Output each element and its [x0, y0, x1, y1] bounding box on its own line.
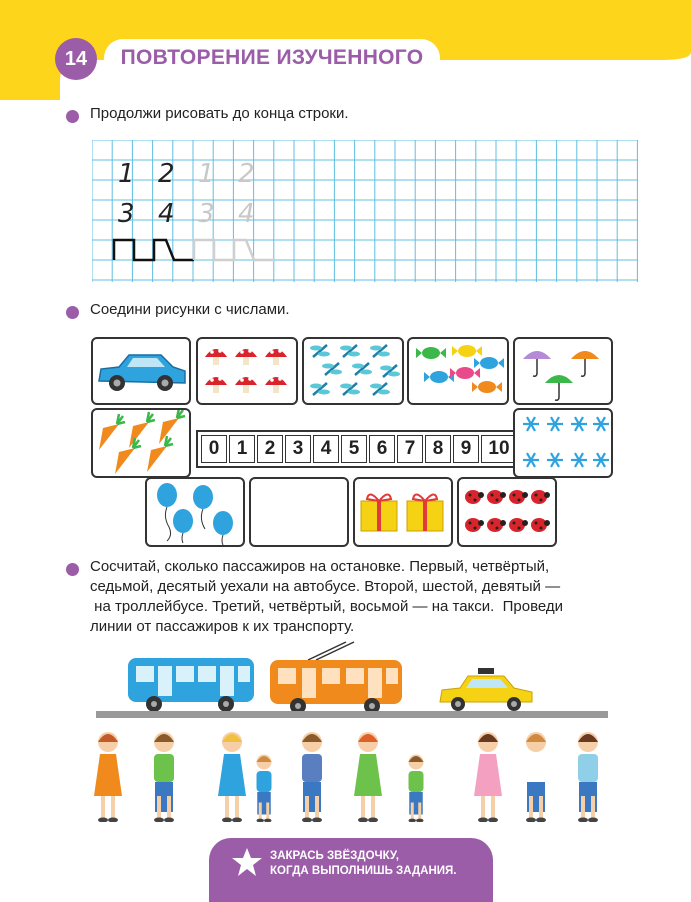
row1-digit-4: 2 — [238, 159, 255, 189]
task2-instruction: Соедини рисунки с числами. — [90, 301, 290, 318]
snowflakes-icon — [515, 410, 611, 476]
taxi-icon[interactable] — [436, 666, 536, 714]
gifts-icon — [355, 479, 451, 545]
page-title-box — [104, 39, 440, 77]
row1-digit-1: 1 — [118, 159, 135, 189]
mushrooms-icon — [198, 339, 296, 403]
bus-icon[interactable] — [126, 654, 258, 714]
drawing-grid[interactable] — [92, 140, 638, 282]
footer-line-1: ЗАКРАСЬ ЗВЁЗДОЧКУ, — [270, 850, 399, 862]
star-icon[interactable] — [231, 846, 263, 878]
number-1[interactable]: 1 — [229, 435, 255, 463]
task3-line-2: седьмой, десятый уехали на автобусе. Второй, шестой, девятый — — [90, 578, 561, 595]
number-10[interactable]: 10 — [481, 435, 517, 463]
task3-line-3: на троллейбусе. Третий, четвёртый, восьмой — на такси. Проведи — [90, 598, 564, 615]
row1-digit-2: 2 — [158, 159, 175, 189]
trolleybus-icon[interactable] — [268, 640, 406, 716]
number-8[interactable]: 8 — [425, 435, 451, 463]
page-title: ПОВТОРЕНИЕ ИЗУЧЕННОГО — [120, 46, 424, 69]
picture-dragonflies[interactable] — [302, 337, 404, 405]
number-7[interactable]: 7 — [397, 435, 423, 463]
page-number-badge — [55, 38, 97, 80]
carrots-icon — [93, 410, 189, 476]
picture-gifts[interactable] — [353, 477, 453, 547]
picture-car[interactable] — [91, 337, 191, 405]
picture-umbrellas[interactable] — [513, 337, 613, 405]
umbrellas-icon — [515, 339, 611, 403]
row2-digit-2: 4 — [158, 199, 175, 229]
picture-empty[interactable] — [249, 477, 349, 547]
picture-mushrooms[interactable] — [196, 337, 298, 405]
passengers — [86, 722, 616, 822]
ladybugs-icon — [459, 479, 555, 545]
candies-icon — [409, 339, 507, 403]
balloons-icon — [147, 479, 243, 545]
number-line — [196, 430, 522, 468]
row2-digit-4: 4 — [238, 199, 255, 229]
task1-bullet — [66, 110, 79, 123]
page-number: 14 — [64, 47, 88, 70]
task3-instruction — [90, 557, 630, 637]
picture-snowflakes[interactable] — [513, 408, 613, 478]
picture-carrots[interactable] — [91, 408, 191, 478]
task3-line-4: линии от пассажиров к их транспорту. — [90, 618, 355, 635]
pattern-line — [114, 240, 194, 260]
number-5[interactable]: 5 — [341, 435, 367, 463]
number-0[interactable]: 0 — [201, 435, 227, 463]
footer-line-2: КОГДА ВЫПОЛНИШЬ ЗАДАНИЯ. — [270, 865, 457, 877]
footer-text — [270, 849, 457, 879]
task1-instruction: Продолжи рисовать до конца строки. — [90, 105, 349, 122]
number-6[interactable]: 6 — [369, 435, 395, 463]
picture-candies[interactable] — [407, 337, 509, 405]
picture-balloons[interactable] — [145, 477, 245, 547]
row1-digit-3: 1 — [198, 159, 215, 189]
task3-bullet — [66, 563, 79, 576]
row2-digit-1: 3 — [118, 199, 135, 229]
number-3[interactable]: 3 — [285, 435, 311, 463]
road — [96, 711, 608, 718]
number-9[interactable]: 9 — [453, 435, 479, 463]
picture-ladybugs[interactable] — [457, 477, 557, 547]
pattern-line-trace — [194, 240, 274, 260]
dragonflies-icon — [304, 339, 402, 403]
task3-line-1: Сосчитай, сколько пассажиров на остановке. Первый, четвёртый, — [90, 558, 550, 575]
row2-digit-3: 3 — [198, 199, 215, 229]
number-4[interactable]: 4 — [313, 435, 339, 463]
number-2[interactable]: 2 — [257, 435, 283, 463]
task2-bullet — [66, 306, 79, 319]
car-icon — [93, 339, 189, 403]
